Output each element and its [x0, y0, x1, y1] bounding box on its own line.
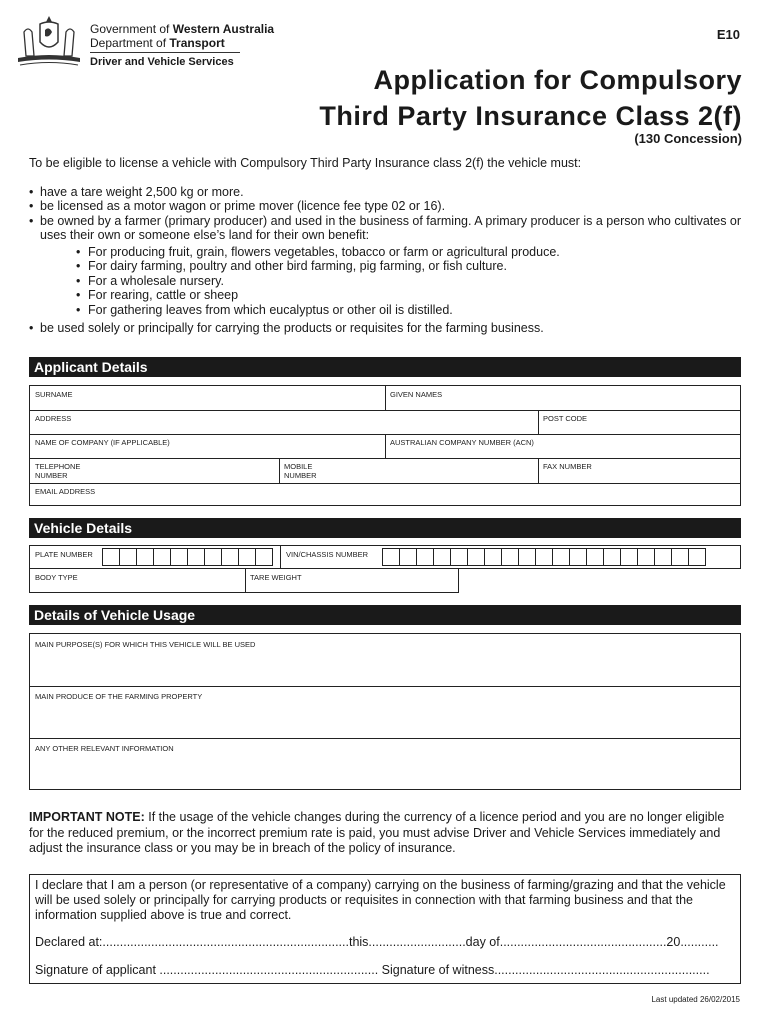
- list-item: • have a tare weight 2,500 kg or more.: [29, 185, 744, 200]
- list-item: • For a wholesale nursery.: [76, 274, 744, 289]
- given-names-field[interactable]: GIVEN NAMES: [390, 390, 443, 399]
- vehicle-type-row: [29, 568, 459, 593]
- vehicle-usage-heading: Details of Vehicle Usage: [29, 605, 741, 625]
- applicant-details-heading: Applicant Details: [29, 357, 741, 377]
- address-field[interactable]: ADDRESS: [35, 414, 72, 423]
- wa-coat-of-arms-icon: [14, 12, 84, 70]
- eligibility-intro: [29, 156, 744, 336]
- producer-list: [76, 245, 744, 318]
- applicant-details-box: [29, 385, 741, 506]
- list-item: • be used solely or principally for carrying the products or requisites for the farming business.: [29, 321, 744, 336]
- page-subtitle: (130 Concession): [634, 131, 742, 146]
- eligibility-list-final: [29, 321, 744, 336]
- list-item: • For producing fruit, grain, flowers vegetables, tobacco or farm or agricultural produce.: [76, 245, 744, 260]
- declared-at-line[interactable]: Declared at:.......................................................................this............................day of................................................20...........: [35, 935, 719, 949]
- email-field[interactable]: EMAIL ADDRESS: [35, 487, 96, 496]
- eligibility-list: [29, 185, 744, 243]
- form-code: E10: [716, 27, 740, 42]
- list-item: • be owned by a farmer (primary producer) and used in the business of farming. A primary producer is a person who cultivates or uses their own or someone else’s land for their own benefit:: [29, 214, 744, 243]
- tare-weight-field[interactable]: TARE WEIGHT: [250, 573, 302, 582]
- company-name-field[interactable]: NAME OF COMPANY (IF APPLICABLE): [35, 438, 170, 447]
- body-type-field[interactable]: BODY TYPE: [35, 573, 78, 582]
- main-produce-field[interactable]: MAIN PRODUCE OF THE FARMING PROPERTY: [35, 692, 203, 701]
- important-note-label: IMPORTANT NOTE:: [29, 810, 145, 824]
- post-code-field[interactable]: POST CODE: [543, 414, 588, 423]
- mobile-field[interactable]: MOBILE NUMBER: [284, 462, 317, 480]
- list-item: • For rearing, cattle or sheep: [76, 288, 744, 303]
- list-item: • For gathering leaves from which eucalyptus or other oil is distilled.: [76, 303, 744, 318]
- list-item: • For dairy farming, poultry and other bird farming, pig farming, or fish culture.: [76, 259, 744, 274]
- vehicle-id-row: [29, 545, 741, 569]
- acn-field[interactable]: AUSTRALIAN COMPANY NUMBER (ACN): [390, 438, 534, 447]
- vin-input[interactable]: [382, 548, 705, 566]
- declaration-text: I declare that I am a person (or representative of a company) carrying on the business of farming/grazing and that the vehicle will be used solely or principally for carrying products or requisites in connection with that farming business and that the information supplied above is true and correct.: [35, 878, 726, 922]
- header-divider: [90, 52, 240, 53]
- division-name: Driver and Vehicle Services: [90, 56, 234, 68]
- list-item: • be licensed as a motor wagon or prime mover (licence fee type 02 or 16).: [29, 199, 744, 214]
- government-name: Government of Western Australia Department of Transport: [90, 22, 275, 50]
- plate-number-input[interactable]: [102, 548, 272, 566]
- surname-field[interactable]: SURNAME: [35, 390, 73, 399]
- vin-label: VIN/CHASSIS NUMBER: [286, 550, 369, 559]
- signature-line[interactable]: Signature of applicant ............................................................... Signature of witness..............................................................: [35, 963, 710, 977]
- important-note-text: If the usage of the vehicle changes during the currency of a licence period and you are no longer eligible for the reduced premium, or the incorrect premium rate is paid, you must advise Driver and Vehicle Services immediately and adjust the insurance class or you may be in breach of the policy of insurance.: [29, 810, 725, 855]
- declaration-box: [29, 874, 741, 984]
- main-purpose-field[interactable]: MAIN PURPOSE(S) FOR WHICH THIS VEHICLE WILL BE USED: [35, 640, 256, 649]
- fax-field[interactable]: FAX NUMBER: [543, 462, 592, 471]
- vehicle-details-heading: Vehicle Details: [29, 518, 741, 538]
- telephone-field[interactable]: TELEPHONE NUMBER: [35, 462, 81, 480]
- vehicle-usage-box: [29, 633, 741, 790]
- important-note: [29, 810, 741, 857]
- plate-number-label: PLATE NUMBER: [35, 550, 93, 559]
- page-title: Application for Compulsory Third Party Insurance Class 2(f): [319, 65, 742, 131]
- last-updated: Last updated 26/02/2015: [651, 995, 740, 1004]
- other-info-field[interactable]: ANY OTHER RELEVANT INFORMATION: [35, 744, 174, 753]
- eligibility-lead: To be eligible to license a vehicle with Compulsory Third Party Insurance class 2(f) the vehicle must:: [29, 156, 582, 170]
